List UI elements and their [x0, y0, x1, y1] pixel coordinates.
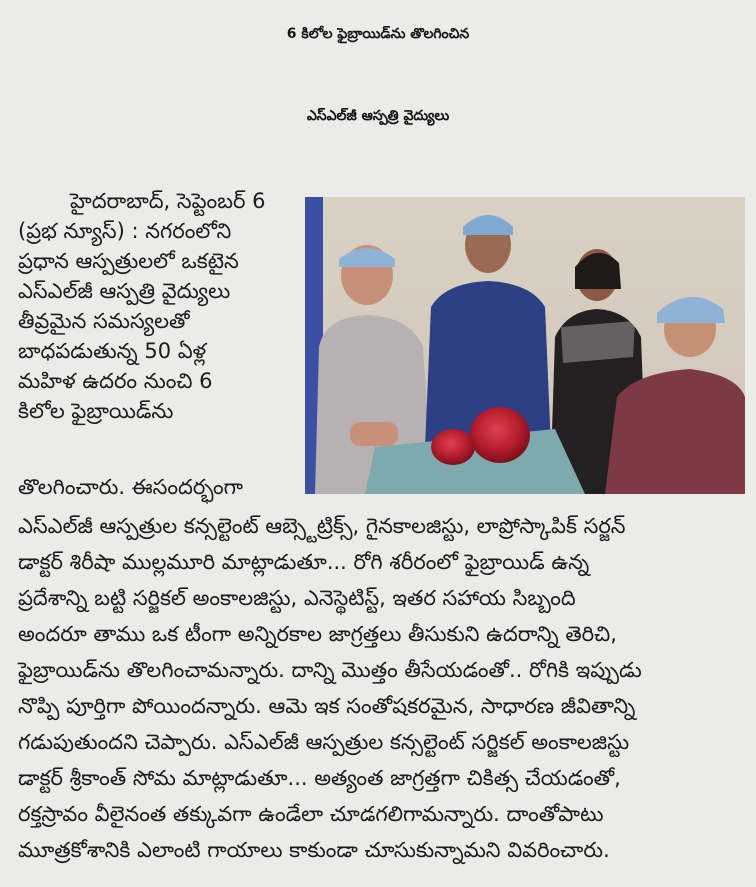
article-line: (ప్రభ న్యూస్) : నగరంలోని	[18, 219, 232, 243]
article-line: కిలోల ఫైబ్రాయిడ్‌ను	[18, 399, 174, 423]
article-line: గడుపుతుందని చెప్పారు. ఎస్‌ఎల్‌జీ ఆస్పత్రుల కన్సల్టెంట్ సర్జికల్ అంకాలజిస్టు	[18, 730, 630, 754]
article-line: హైదరాబాద్, సెప్టెంబర్ 6	[70, 189, 266, 213]
article-line: అందరూ తాము ఒక టీంగా అన్నిరకాల జాగ్రత్తలు తీసుకుని ఉదరాన్ని తెరిచి,	[18, 622, 617, 646]
article-line: ప్రధాన ఆస్పత్రులలో ఒకటైన	[18, 249, 239, 273]
headline-line-2: ఎస్‌ఎల్‌జీ ఆస్పత్రి వైద్యులు	[306, 108, 450, 124]
article-line: ఎస్‌ఎల్‌జీ ఆస్పత్రి వైద్యులు	[18, 279, 231, 303]
article-line: ప్రదేశాన్ని బట్టి సర్జికల్ అంకాలజిస్టు, ఎనెస్థెటిస్ట్, ఇతర సహాయ సిబ్బంది	[18, 586, 576, 610]
headline-line-1: 6 కిలోల ఫైబ్రాయిడ్‌ను తొలగించిన	[286, 26, 470, 42]
article-line: ఎస్‌ఎల్‌జీ ఆస్పత్రుల కన్సల్టెంట్ ఆబ్స్టెట్రిక్స్, గైనకాలజిస్టు, లాప్రోస్కాపిక్ సర్జన్	[18, 514, 626, 538]
article-line: మూత్రకోశానికి ఎలాంటి గాయాలు కాకుండా చూసుకున్నామని వివరించారు.	[18, 838, 610, 862]
article-line: ఫైబ్రాయిడ్‌ను తొలగించామన్నారు. దాన్ని మొత్తం తీసేయడంతో.. రోగికి ఇప్పుడు	[18, 658, 642, 682]
article-line: మహిళ ఉదరం నుంచి 6	[18, 369, 213, 393]
article-photo	[305, 197, 745, 494]
article-line: నొప్పి పూర్తిగా పోయిందన్నారు. ఆమె ఇక సంతోషకరమైన, సాధారణ జీవితాన్ని	[18, 694, 636, 718]
article-line: బాధపడుతున్న 50 ఏళ్ల	[18, 339, 207, 363]
article-line: డాక్టర్ శ్రీకాంత్ సోమ మాట్లాడుతూ... అత్యంత జాగ్రత్తగా చికిత్స చేయడంతో,	[18, 766, 621, 790]
article-line: డాక్టర్ శిరీషా ముల్లమూరి మాట్లాడుతూ... రోగి శరీరంలో ఫైబ్రాయిడ్ ఉన్న	[18, 550, 590, 574]
article-line: రక్తస్రావం వీలైనంత తక్కువగా ఉండేలా చూడగలిగామన్నారు. దాంతోపాటు	[18, 802, 604, 826]
doctors-photo-illustration	[305, 197, 745, 494]
article-line: తొలగించారు. ఈసందర్భంగా	[18, 475, 243, 499]
article-line: తీవ్రమైన సమస్యలతో	[18, 309, 190, 333]
